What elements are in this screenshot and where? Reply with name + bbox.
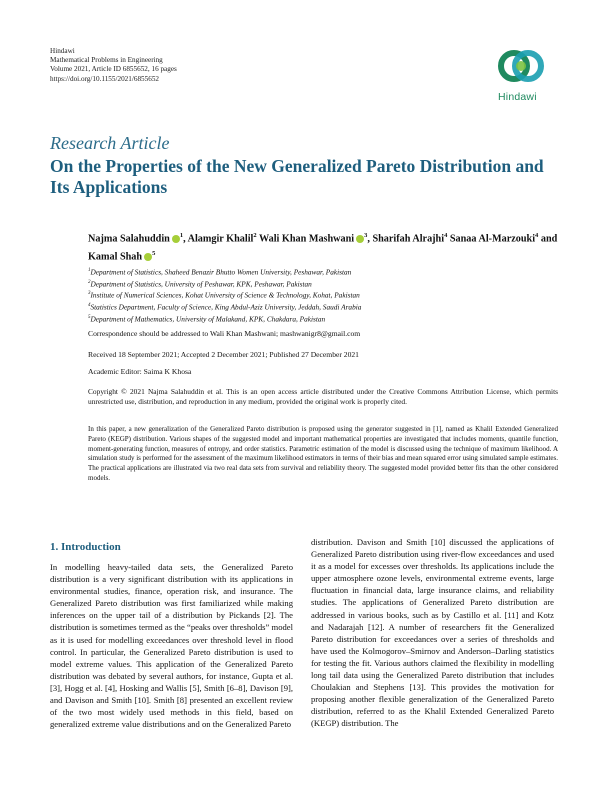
affiliation: $^5$Department of Mathematics, University of Malakand, KPK, Chakdara, Pakistan [88, 314, 326, 324]
affiliation: $^4$Statistics Department, Faculty of Science, King Abdul-Aziz University, Jeddah, Saudi Arabia [88, 302, 362, 312]
journal-volume: Volume 2021, Article ID 6855652, 16 pages [50, 65, 177, 74]
author-affiliation-ref: 5 [152, 249, 156, 257]
author-name: Alamgir Khalil [187, 233, 254, 245]
body-column-right: distribution. Davison and Smith [10] discussed the applications of Generalized Pareto distribution using river-flow exceedances and used it as a model for excesses over thresholds. Its applications include the upper atmosphere ozone levels, environmental extreme events, large fluctuation in financial data, large insurance claims, and reliability studies. The applications of Generalized Pareto distribution are addressed in various books, such as by Castillo et al. [11] and Kotz and Nadarajah [12]. A number of researchers fit the Generalized Pareto distribution for exceedances over a series of thresholds and have used the Kolmogorov–Smirnov and Anderson–Darling statistics for testing the fit. Various authors claimed the flexibility in modelling long tail data using the Generalized Pareto distribution that includes Choulakian and Stephens [13]. This provides the motivation for proposing another flexible generalization of the Generalized Pareto distribution, referred to as the Khalil Extended Generalized Pareto (KEGP) distribution. The [311, 537, 554, 729]
author-name: Wali Khan Mashwani [259, 233, 355, 245]
author-name: Najma Salahuddin [88, 233, 170, 245]
author-name: Kamal Shah [88, 251, 143, 263]
author-affiliation-ref: 3 [364, 232, 368, 239]
author-list: Najma Salahuddin $^1$, Alamgir Khalil$^2$ Wali Khan Mashwani $^3$, Sharifah Alrajhi$^4$ Sanaa Al-Marzouki$^4$ and Kamal Shah $^5$ [88, 232, 558, 263]
author-affiliation-ref: 2 [253, 232, 257, 239]
orcid-icon[interactable] [144, 253, 152, 261]
affiliation: $^3$Institute of Numerical Sciences, Kohat University of Science & Technology, Kohat, Pakistan [88, 290, 360, 300]
logo-text: Hindawi [498, 91, 537, 103]
author-affiliation-ref: 4 [444, 232, 448, 239]
orcid-icon[interactable] [172, 235, 180, 243]
body-column-left: In modelling heavy-tailed data sets, the Generalized Pareto distribution is a very significant distribution with its applications in environmental studies, finance, operation risk, and insurance. The Generalized Pareto distribution was first familiarized while making inferences on the upper tail of a distribution by Pickands [2]. The distribution is sometimes termed as the “peaks over thresholds” model as it is used for modelling exceedances over threshold level in flood control. In particular, the Generalized Pareto distribution is used to model extreme values. This application of the Generalized Pareto distribution was debated by several authors, for instance, Gupta et al. [3], Hogg et al. [4], Hosking and Wallis [5], Smith [6–8], Davison [9], and Davison and Smith [10]. Smith [8] presented an excellent review of the two most widely used methods in this field, based on generalized extreme value distributions and on the Generalized Pareto [50, 562, 293, 730]
author-name: Sanaa Al-Marzouki [449, 233, 536, 245]
dates: Received 18 September 2021; Accepted 2 December 2021; Published 27 December 2021 [88, 350, 359, 359]
journal-doi[interactable]: https://doi.org/10.1155/2021/6855652 [50, 74, 160, 83]
section-title: Introduction [61, 541, 121, 553]
affiliation: $^2$Department of Statistics, University of Peshawar, KPK, Peshawar, Pakistan [88, 279, 312, 289]
abstract: In this paper, a new generalization of the Generalized Pareto distribution is proposed using the generator suggested in [1], named as Khalil Extended Generalized Pareto (KEGP) distribution. Various shapes of the suggested model and important mathematical properties are investigated that includes moments, quantile function, moment-generating function, measures of entropy, and order statistics. Parametric estimation of the model is discussed using the technique of maximum likelihood. A simulation study is performed for the assessment of the maximum likelihood estimators in terms of their bias and mean squared error using simulated sample estimates. The practical applications are illustrated via two real data sets from survival and reliability theory. The suggested model provided better fits than the other considered models. [88, 425, 558, 482]
academic-editor: Academic Editor: Saima K Khosa [88, 367, 192, 376]
orcid-icon[interactable] [356, 235, 364, 243]
affiliation-list [88, 266, 558, 325]
author-affiliation-ref: 4 [535, 232, 539, 239]
journal-publisher: Hindawi [50, 47, 75, 55]
correspondence: Correspondence should be addressed to Wali Khan Mashwani; mashwanigr8@gmail.com [88, 329, 361, 338]
article-type: Research Article [50, 133, 170, 153]
section-heading [50, 541, 121, 553]
journal-info [50, 47, 177, 84]
affiliation: $^1$Department of Statistics, Shaheed Benazir Bhutto Women University, Peshawar, Pakistan [88, 267, 352, 277]
author-name: Sharifah Alrajhi [372, 233, 445, 245]
author-affiliation-ref: 1 [179, 232, 184, 239]
copyright: Copyright © 2021 Najma Salahuddin et al. This is an open access article distributed under the Creative Commons Attribution License, which permits unrestricted use, distribution, and reproduction in any medium, provided the original work is properly cited. [88, 387, 558, 407]
page-title: On the Properties of the New Generalized Pareto Distribution and Its Applications [50, 156, 544, 197]
section-number: 1. [50, 541, 59, 553]
journal-name: Mathematical Problems in Engineering [50, 56, 163, 65]
